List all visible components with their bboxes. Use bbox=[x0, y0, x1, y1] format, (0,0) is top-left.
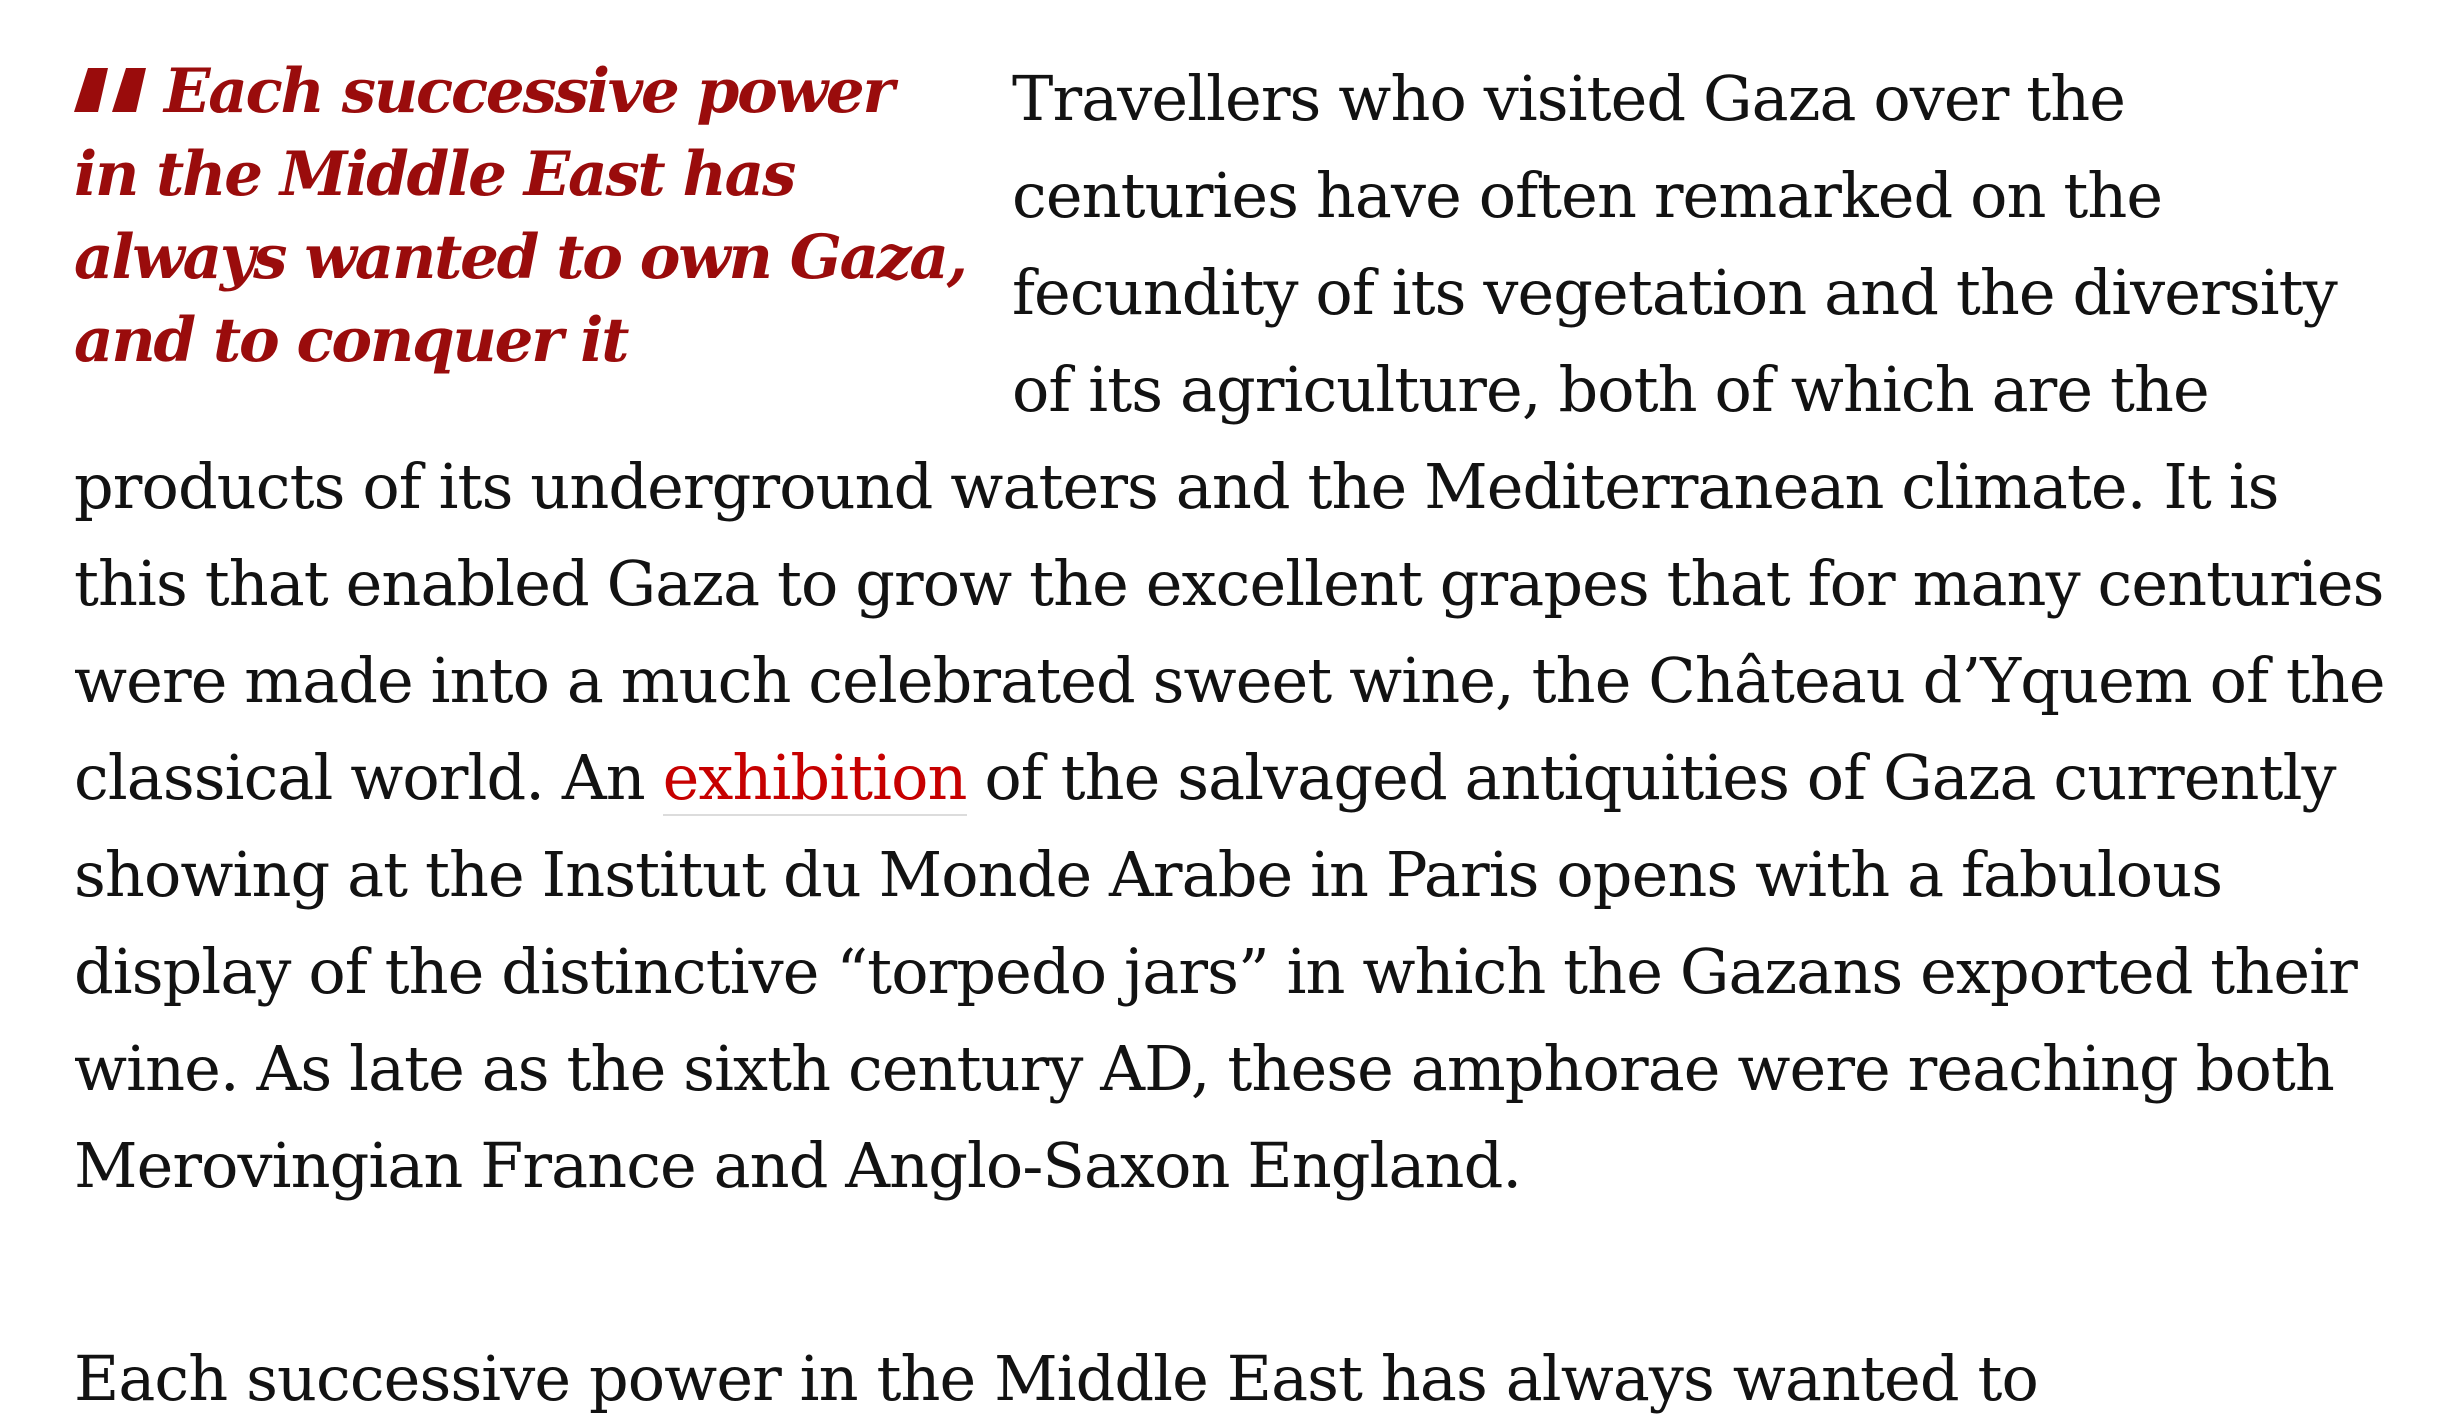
paragraph-text-after-link: of the salvaged antiquities of Gaza currently showing at the Institut du Monde Arabe in Paris opens with a fabulous display of the distinctive “torpedo jars” in which the Gazans exported their wine. As late as the sixth century AD, these amphorae were reaching both Merovingian France and Anglo-Saxon England. bbox=[74, 741, 2357, 1202]
pull-quote bbox=[74, 50, 974, 382]
pull-quote-text: Each successive power in the Middle East has always wanted to own Gaza, and to conquer it bbox=[74, 56, 966, 376]
next-paragraph: Each successive power in the Middle East has always wanted to bbox=[74, 1342, 2038, 1415]
quote-mark-icon bbox=[74, 68, 146, 112]
article-body bbox=[74, 50, 2394, 1214]
exhibition-link[interactable]: exhibition bbox=[662, 741, 967, 814]
paragraph-text-before-link: Travellers who visited Gaza over the centuries have often remarked on the fecundity of its vegetation and the diversity of its agriculture, both of which are the products of its underground waters and the Mediterranean climate. It is this that enabled Gaza to grow the excellent grapes that for many centuries were made into a much celebrated sweet wine, the Château d’Yquem of the classical world. An bbox=[74, 62, 2385, 814]
